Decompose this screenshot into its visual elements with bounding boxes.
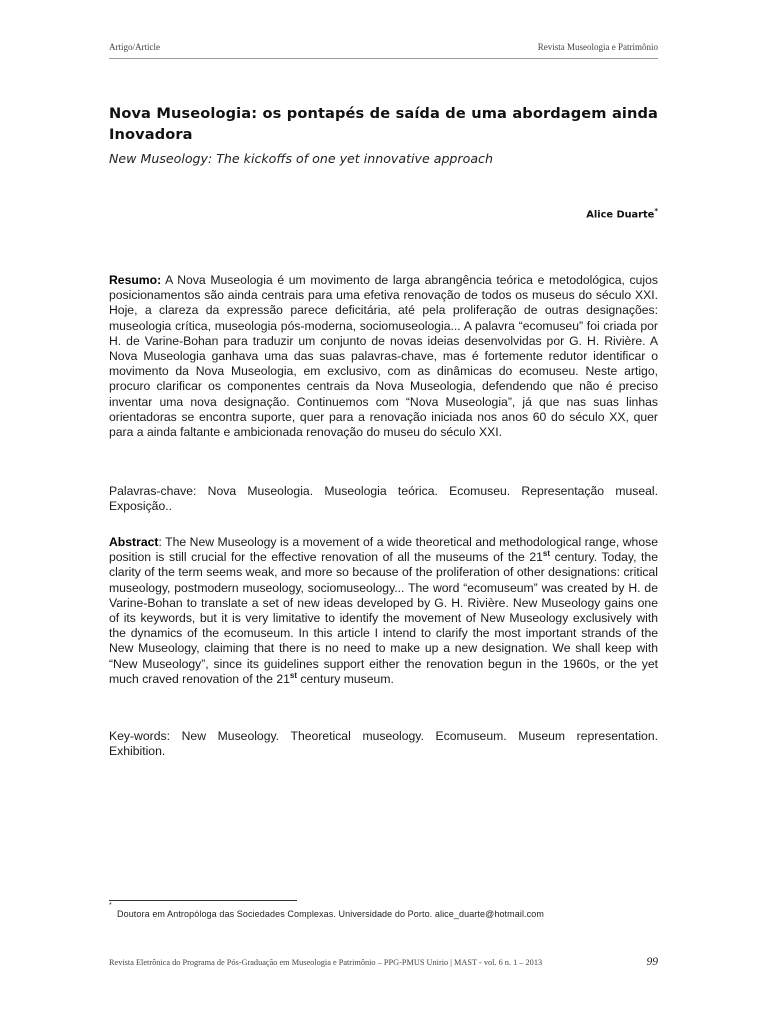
author-name <box>586 207 658 220</box>
resumo-label: Resumo: <box>109 273 162 287</box>
abstract-superscript-2: st <box>289 670 298 680</box>
keywords-paragraph: Key-words: New Museology. Theoretical museology. Ecomuseum. Museum representation. Exhibition. <box>109 729 658 759</box>
article-subtitle: New Museology: The kickoffs of one yet innovative approach <box>109 151 493 166</box>
header-article-label: Artigo/Article <box>109 42 160 52</box>
footnote-marker: * <box>109 902 112 909</box>
author-footnote-marker: * <box>654 207 658 215</box>
page-number: 99 <box>646 956 658 968</box>
header-journal-name: Revista Museologia e Patrimônio <box>537 42 658 52</box>
abstract-paragraph <box>109 535 658 687</box>
resumo-text: A Nova Museologia é um movimento de larga abrangência teórica e metodológica, cujos posicionamentos são ainda centrais para uma efetiva renovação de todos os museus do século XXI. Hoje, a clareza da expressão parece deficitária, até pela proliferação de outras designações: museologia crítica, museologia pós-moderna, sociomuseologia... A palavra “ecomuseu” foi criada por H. de Varine-Bohan para traduzir um conjunto de novas ideias desenvolvidas por G. H. Rivière. A Nova Museologia ganhava uma das suas palavras-chave, mas é fortemente redutor identificar o movimento da Nova Museologia, em exclusivo, com as dinâmicas do ecomuseu. Neste artigo, procuro clarificar os componentes centrais da Nova Museologia, defendendo que não é preciso inventar uma nova designação. Continuemos com “Nova Museologia”, já que nas suas linhas orientadoras se encontra suporte, quer para a renovação iniciada nos anos 60 do século XX, quer para a ainda faltante e ambicionada renovação do museu do século XXI. <box>109 273 658 440</box>
abstract-text-1: : The New Museology is a movement of a wide theoretical and methodological range, whose position is still crucial for the effective renovation of all the museums of the 21 <box>109 535 658 565</box>
abstract-text-2: century. Today, the clarity of the term seems weak, and more so because of the proliferation of other designations: critical museology, postmodern museology, sociomuseology... The word “ecomuseum” was created by H. de Varine-Bohan to translate a set of new ideas developed by G. H. Rivière. New Museology gains one of its keywords, but it is very limitative to identify the movement of New Museology exclusively with the dynamics of the ecomuseum. In this article I intend to clarify the most important strands of the New Museology, claiming that there is no need to make up a new designation. We shall keep with “New Museology”, since its guidelines support either the renovation begun in the 1960s, or the yet much craved renovation of the 21 <box>109 550 658 686</box>
article-title: Nova Museologia: os pontapés de saída de uma abordagem ainda Inovadora <box>109 105 658 143</box>
header-divider <box>109 58 658 59</box>
running-footer <box>109 957 658 971</box>
running-header <box>109 42 658 56</box>
resumo-paragraph <box>109 273 658 440</box>
footer-journal-citation: Revista Eletrônica do Programa de Pós-Graduação em Museologia e Patrimônio – PPG-PMUS Unirio | MAST - vol. 6 n. 1 – 2013 <box>109 958 543 967</box>
abstract-text-3: century museum. <box>297 671 394 686</box>
author-name-text: Alice Duarte <box>586 209 655 221</box>
footnote-divider <box>109 900 297 901</box>
palavras-chave-paragraph: Palavras-chave: Nova Museologia. Museologia teórica. Ecomuseu. Representação museal. Exposição.. <box>109 484 658 514</box>
abstract-superscript-1: st <box>542 549 551 559</box>
footnote-text: Doutora em Antropóloga das Sociedades Complexas. Universidade do Porto. alice_duarte@hotmail.com <box>117 909 544 919</box>
abstract-label: Abstract <box>109 535 159 549</box>
